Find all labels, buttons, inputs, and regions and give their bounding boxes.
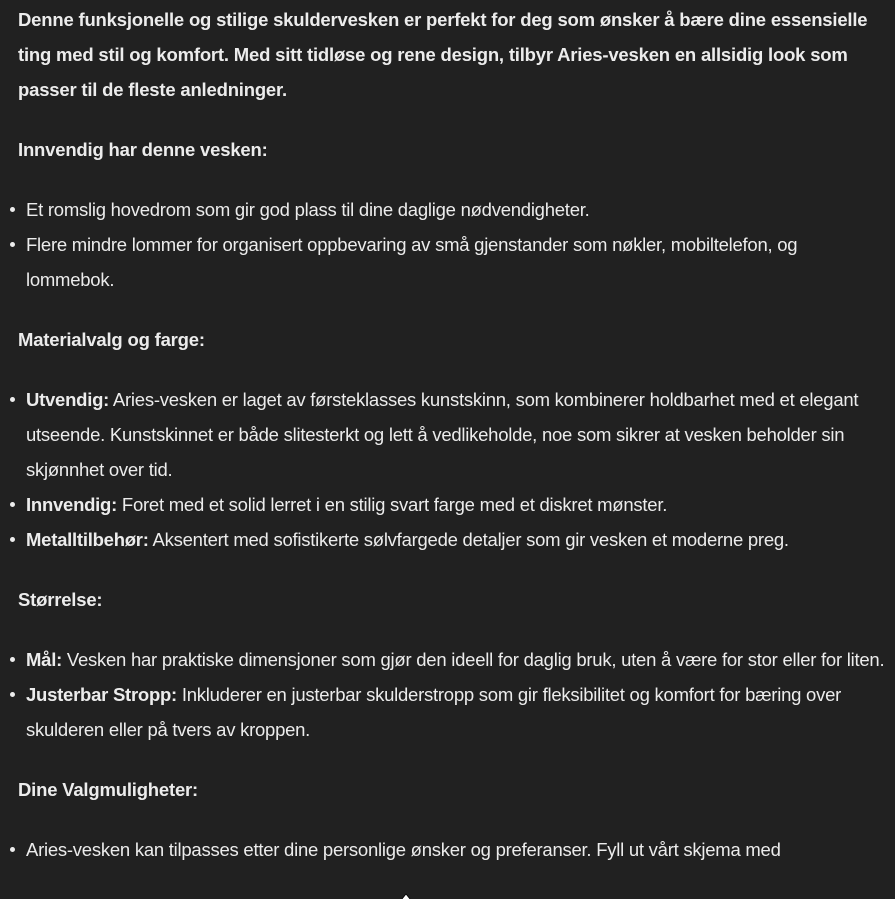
options-list xyxy=(18,832,890,867)
list-item: Utvendig: Aries-vesken er laget av førsteklasses kunstskinn, som kombinerer holdbarhet med et elegant utseende. Kunstskinnet er både slitesterkt og lett å vedlikeholde, noe som sikrer at vesken beholder sin skjønnhet over tid. xyxy=(18,382,890,487)
section-heading-interior: Innvendig har denne vesken: xyxy=(18,139,268,160)
interior-list xyxy=(18,192,890,297)
list-item: Et romslig hovedrom som gir god plass til dine daglige nødvendigheter. xyxy=(18,192,890,227)
intro-paragraph: Denne funksjonelle og stilige skuldervesken er perfekt for deg som ønsker å bære dine essensielle ting med stil og komfort. Med sitt tidløse og rene design, tilbyr Aries-vesken en allsidig look som passer til de fleste anledninger. xyxy=(18,9,868,100)
size-list xyxy=(18,642,890,747)
chat-message xyxy=(18,2,890,867)
mouse-cursor-icon xyxy=(401,891,411,899)
list-item: Aries-vesken kan tilpasses etter dine personlige ønsker og preferanser. Fyll ut vårt skjema med xyxy=(18,832,890,867)
list-item: Mål: Vesken har praktiske dimensjoner som gjør den ideell for daglig bruk, uten å være for stor eller for liten. xyxy=(18,642,890,677)
section-heading-options: Dine Valgmuligheter: xyxy=(18,779,199,800)
section-heading-size: Størrelse: xyxy=(18,589,103,610)
list-item: Metalltilbehør: Aksentert med sofistikerte sølvfargede detaljer som gir vesken et moderne preg. xyxy=(18,522,890,557)
list-item: Justerbar Stropp: Inkluderer en justerbar skulderstropp som gir fleksibilitet og komfort for bæring over skulderen eller på tvers av kroppen. xyxy=(18,677,890,747)
materials-list xyxy=(18,382,890,557)
section-heading-materials: Materialvalg og farge: xyxy=(18,329,205,350)
list-item: Flere mindre lommer for organisert oppbevaring av små gjenstander som nøkler, mobiltelefon, og lommebok. xyxy=(18,227,890,297)
list-item: Innvendig: Foret med et solid lerret i en stilig svart farge med et diskret mønster. xyxy=(18,487,890,522)
